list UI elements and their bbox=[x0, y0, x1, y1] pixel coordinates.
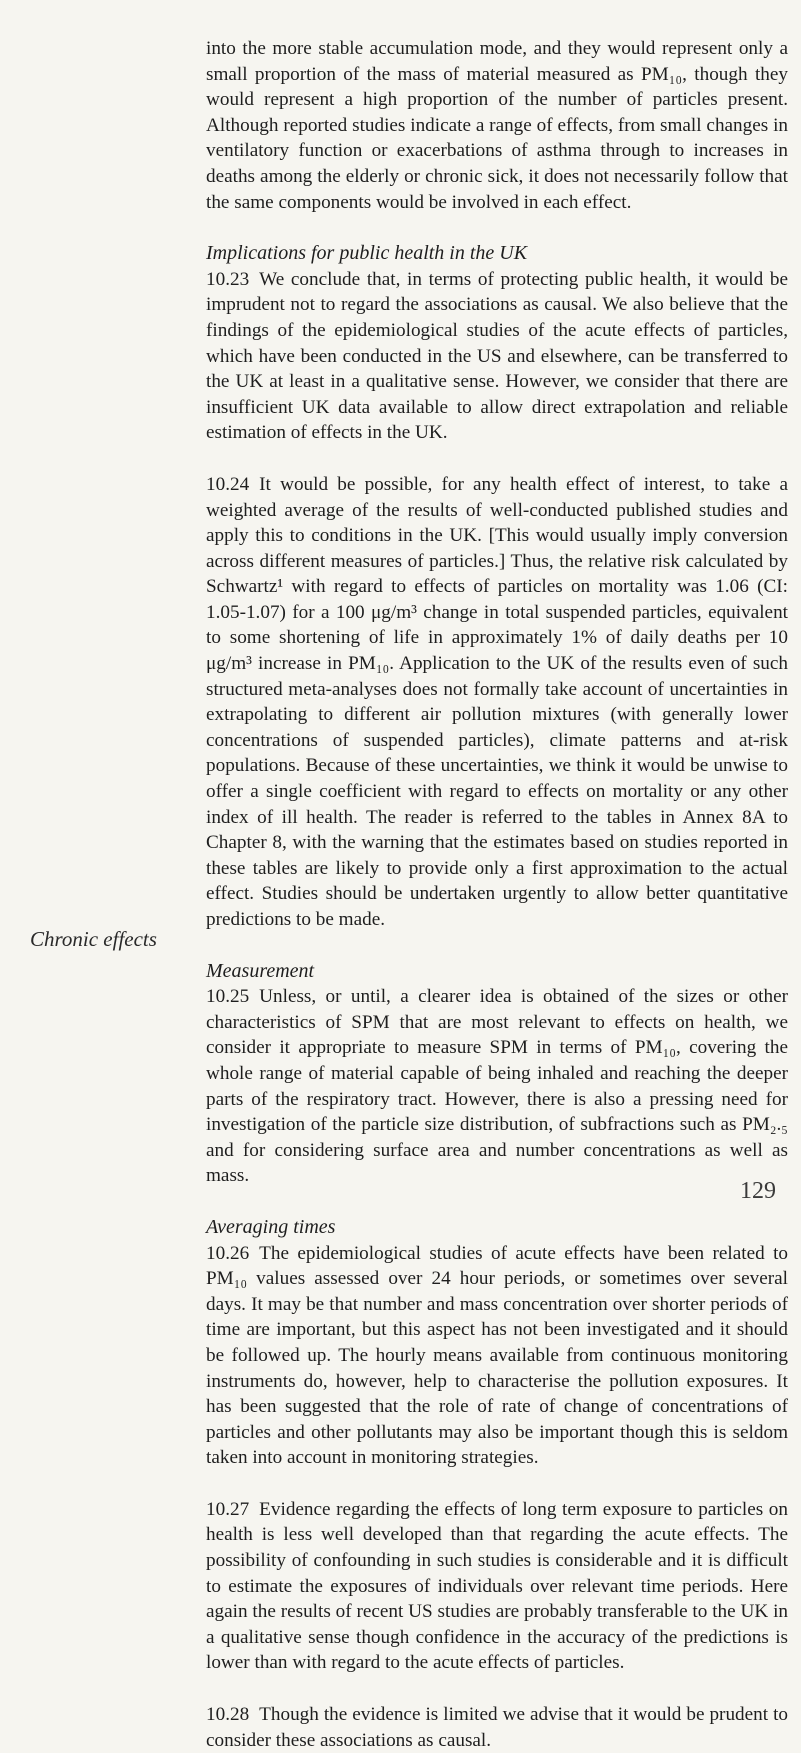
page-number: 129 bbox=[740, 1178, 776, 1204]
paragraph-text: The epidemiological studies of acute effects have been related to PM₁₀ values assessed over 24 hour periods, or sometimes over several days. It may be that number and mass concentration over shorter periods of time are important, but this aspect has not been investigated and it should be followed up. The hourly means available from continuous monitoring instruments do, however, help to characterise the pollution exposures. It has been suggested that the role of rate of change of concentrations of particles and other pollutants may also be important though this is seldom taken into account in monitoring strategies. bbox=[206, 1242, 788, 1469]
paragraph-text: We conclude that, in terms of protecting public health, it would be imprudent not to regard the associations as causal. We also believe that the findings of the epidemiological studies of the acute effects of particles, which have been conducted in the US and elsewhere, can be transferred to the UK at least in a qualitative sense. However, we consider that there are insufficient UK data available to allow direct extrapolation and reliable estimation of effects in the UK. bbox=[206, 268, 788, 444]
chronic-effects-heading: Chronic effects bbox=[30, 927, 157, 951]
paragraph-10-24 bbox=[206, 472, 788, 933]
paragraph-10-27 bbox=[206, 1497, 788, 1676]
paragraph-text: It would be possible, for any health effect of interest, to take a weighted average of the results of well-conducted published studies and apply this to conditions in the UK. [This would usually imply conversion across different measures of particles.] Thus, the relative risk calculated by Schwartz¹ with regard to effects of particles on mortality was 1.06 (CI: 1.05-1.07) for a 100 μg/m³ change in total suspended particles, equivalent to some shortening of life in approximately 1% of daily deaths per 10 μg/m³ increase in PM₁₀. Application to the UK of the results even of such structured meta-analyses does not formally take account of uncertainties in extrapolating to different air pollution mixtures (with generally lower concentrations of suspended particles), climate patterns and at-risk populations. Because of these uncertainties, we think it would be unwise to offer a single coefficient with regard to effects on mortality or any other index of ill health. The reader is referred to the tables in Annex 8A to Chapter 8, with the warning that the estimates based on studies reported in these tables are likely to provide only a first approximation to the actual effect. Studies should be undertaken urgently to allow better quantitative predictions to be made. bbox=[206, 473, 788, 930]
paragraph-10-28 bbox=[206, 1702, 788, 1753]
paragraph-number: 10.26 bbox=[206, 1242, 250, 1264]
paragraph-number: 10.27 bbox=[206, 1498, 250, 1520]
measurement-heading: Measurement bbox=[206, 959, 315, 982]
paragraph-number: 10.25 bbox=[206, 986, 250, 1008]
paragraph-text: Evidence regarding the effects of long term exposure to particles on health is less well developed than that regarding the acute effects. The possibility of confounding in such studies is considerable and it is difficult to estimate the exposures of individuals over relevant time periods. Here again the results of recent US studies are probably transferable to the UK in a qualitative sense though confidence in the accuracy of the predictions is lower than with regard to the acute effects of particles. bbox=[206, 1498, 788, 1674]
intro-paragraph: into the more stable accumulation mode, and they would represent only a small proportion of the mass of material measured as PM₁₀, though they would represent a high proportion of the number of particles present. Although reported studies indicate a range of effects, from small changes in ventilatory function or exacerbations of asthma through to increases in deaths among the elderly or chronic sick, it does not necessarily follow that the same components would be involved in each effect. bbox=[206, 38, 788, 213]
paragraph-10-25 bbox=[206, 984, 788, 1189]
paragraph-number: 10.24 bbox=[206, 473, 250, 495]
paragraph-number: 10.28 bbox=[206, 1704, 250, 1726]
paragraph-text: Though the evidence is limited we advise that it would be prudent to consider these associations as causal. bbox=[206, 1704, 788, 1751]
implications-heading: Implications for public health in the UK bbox=[206, 242, 528, 265]
main-text-column bbox=[206, 36, 788, 1753]
paragraph-text: Unless, or until, a clearer idea is obtained of the sizes or other characteristics of SPM that are most relevant to effects on health, we consider it appropriate to measure SPM in terms of PM₁₀, covering the whole range of material capable of being inhaled and reaching the deeper parts of the respiratory tract. However, there is also a pressing need for investigation of the particle size distribution, of subfractions such as PM₂.₅ and for considering surface area and number concentrations as well as mass. bbox=[206, 986, 788, 1187]
paragraph-10-26 bbox=[206, 1241, 788, 1471]
averaging-times-heading: Averaging times bbox=[206, 1215, 336, 1238]
paragraph-10-23 bbox=[206, 267, 788, 446]
paragraph-number: 10.23 bbox=[206, 268, 250, 290]
